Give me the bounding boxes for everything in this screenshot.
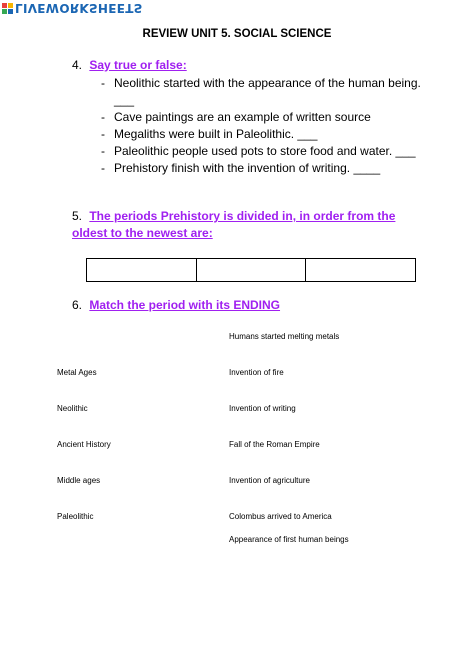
list-item: - Neolithic started with the appearance of the human being. ___ [101,76,421,107]
question-number: 5. [72,209,83,223]
period-item[interactable]: Metal Ages [57,368,97,377]
logo-text: LIVEWORKSHEETS [15,1,143,15]
list-item: - Megaliths were built in Paleolithic. ___ [101,127,318,141]
question-prompt: Say true or false: [89,58,187,72]
question-number: 4. [72,58,83,72]
ending-item[interactable]: Fall of the Roman Empire [229,440,320,449]
true-false-list [101,75,431,177]
ending-item[interactable]: Invention of writing [229,404,296,413]
ending-item[interactable]: Invention of fire [229,368,284,377]
list-item: - Paleolithic people used pots to store food and water. ___ [101,144,416,158]
period-item[interactable]: Ancient History [57,440,111,449]
answer-cell-3[interactable] [306,259,416,282]
list-item: - Cave paintings are an example of written source [101,110,371,124]
question-6 [72,298,280,312]
order-answer-table [86,258,416,282]
logo-squares-icon [2,3,12,14]
question-prompt: The periods Prehistory is divided in, in order from the oldest to the newest are: [72,209,396,240]
liveworksheets-logo [2,1,143,15]
list-item: - Prehistory finish with the invention of writing. ____ [101,161,381,175]
ending-item[interactable]: Appearance of first human beings [229,535,349,544]
period-item[interactable]: Paleolithic [57,512,94,521]
period-item[interactable]: Middle ages [57,476,101,485]
ending-item[interactable]: Invention of agriculture [229,476,310,485]
period-item[interactable]: Neolithic [57,404,88,413]
question-5 [72,208,402,242]
question-prompt: Match the period with its ENDING [89,298,281,312]
ending-item[interactable]: Humans started melting metals [229,332,340,341]
page-title: REVIEW UNIT 5. SOCIAL SCIENCE [142,28,332,40]
answer-cell-2[interactable] [196,259,306,282]
question-number: 6. [72,298,83,312]
answer-cell-1[interactable] [87,259,197,282]
question-4 [72,58,187,72]
ending-item[interactable]: Colombus arrived to America [229,512,332,521]
